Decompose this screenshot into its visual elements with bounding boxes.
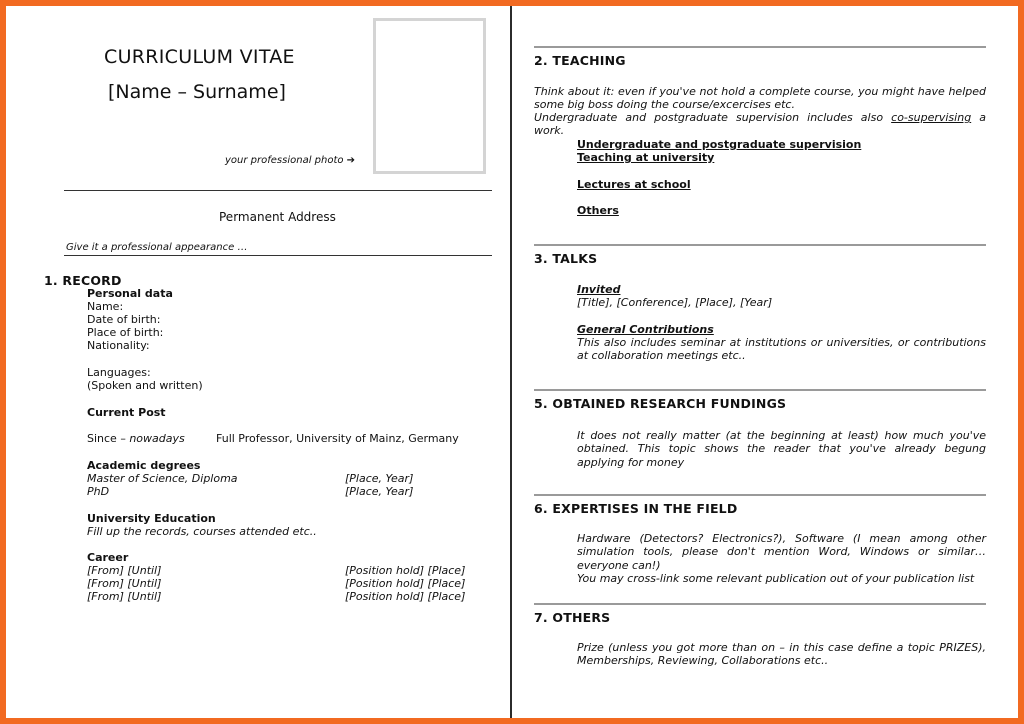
header-rule-top bbox=[64, 190, 492, 191]
left-page bbox=[6, 6, 510, 718]
document-frame bbox=[6, 6, 1018, 718]
university-education-heading: University Education bbox=[87, 512, 216, 525]
languages-note: (Spoken and written) bbox=[87, 379, 203, 392]
field-place-of-birth: Place of birth: bbox=[87, 326, 164, 339]
rule-teaching bbox=[534, 46, 986, 48]
rule-fundings bbox=[534, 389, 986, 391]
header-rule-bottom bbox=[64, 255, 492, 256]
fundings-text: It does not really matter (at the beginning at least) how much you've obtained. This topic shows the reader that you've already begung applying for money bbox=[577, 429, 986, 469]
field-date-of-birth: Date of birth: bbox=[87, 313, 161, 326]
degree-1: Master of Science, Diploma bbox=[87, 472, 238, 485]
personal-data-heading: Personal data bbox=[87, 287, 173, 300]
career-row-2-when: [From] [Until] bbox=[87, 577, 162, 590]
permanent-address: Permanent Address bbox=[219, 210, 336, 224]
current-post-since bbox=[87, 432, 185, 445]
photo-label: your professional photo ➔ bbox=[225, 155, 356, 166]
section-heading-expertises: 6. EXPERTISES IN THE FIELD bbox=[534, 501, 738, 516]
expertises-text-2: You may cross-link some relevant publication out of your publication list bbox=[577, 572, 975, 585]
expertises-text: Hardware (Detectors? Electronics?), Software (I mean among other simulation tools, please don't mention Word, Windows or similar…everyone can!) bbox=[577, 532, 986, 572]
cv-title: CURRICULUM VITAE bbox=[104, 46, 295, 68]
talks-general-detail: This also includes seminar at institutions or universities, or contributions at collaboration meetings etc.. bbox=[577, 336, 986, 363]
since-label: Since bbox=[87, 432, 117, 445]
rule-expertises bbox=[534, 494, 986, 496]
teaching-paragraph-2 bbox=[534, 111, 986, 138]
others-text: Prize (unless you got more than on – in this case define a topic PRIZES), Memberships, Reviewing, Collaborations etc.. bbox=[577, 641, 986, 668]
field-name: Name: bbox=[87, 300, 124, 313]
co-supervising-link: co-supervising bbox=[891, 111, 972, 124]
career-row-2-what: [Position hold] [Place] bbox=[345, 577, 466, 590]
career-row-1-what: [Position hold] [Place] bbox=[345, 564, 466, 577]
field-nationality: Nationality: bbox=[87, 339, 150, 352]
talks-general: General Contributions bbox=[577, 323, 714, 336]
current-post-position: Full Professor, University of Mainz, Germany bbox=[216, 432, 459, 445]
rule-others bbox=[534, 603, 986, 605]
teaching-paragraph-1: Think about it: even if you've not hold a complete course, you might have helped some big boss doing the course/excercises etc. bbox=[534, 85, 986, 112]
section-heading-talks: 3. TALKS bbox=[534, 251, 598, 266]
rule-talks bbox=[534, 244, 986, 246]
section-heading-teaching: 2. TEACHING bbox=[534, 53, 626, 68]
career-row-3-what: [Position hold] [Place] bbox=[345, 590, 466, 603]
section-heading-record: 1. RECORD bbox=[44, 273, 122, 288]
current-post-heading: Current Post bbox=[87, 406, 166, 419]
career-row-3-when: [From] [Until] bbox=[87, 590, 162, 603]
cv-name: [Name – Surname] bbox=[108, 81, 286, 103]
appearance-note: Give it a professional appearance … bbox=[66, 242, 248, 253]
teaching-para-2-text: Undergraduate and postgraduate supervision includes also bbox=[534, 111, 892, 124]
university-education-note: Fill up the records, courses attended etc.. bbox=[87, 525, 317, 538]
teaching-item-school: Lectures at school bbox=[577, 178, 691, 191]
photo-placeholder bbox=[373, 18, 486, 174]
talks-invited-detail: [Title], [Conference], [Place], [Year] bbox=[577, 296, 773, 309]
since-dash: – bbox=[116, 432, 130, 445]
career-row-1-when: [From] [Until] bbox=[87, 564, 162, 577]
section-heading-others: 7. OTHERS bbox=[534, 610, 611, 625]
teaching-item-university: Teaching at university bbox=[577, 151, 715, 164]
degree-1-place: [Place, Year] bbox=[345, 472, 414, 485]
section-heading-fundings: 5. OBTAINED RESEARCH FUNDINGS bbox=[534, 396, 787, 411]
career-heading: Career bbox=[87, 551, 129, 564]
degree-2: PhD bbox=[87, 485, 110, 498]
field-languages: Languages: bbox=[87, 366, 151, 379]
teaching-para-2-end: a work. bbox=[534, 111, 986, 138]
nowadays-label: nowadays bbox=[129, 432, 185, 445]
talks-invited: Invited bbox=[577, 283, 621, 296]
teaching-item-supervision: Undergraduate and postgraduate supervision bbox=[577, 138, 862, 151]
degree-2-place: [Place, Year] bbox=[345, 485, 414, 498]
academic-degrees-heading: Academic degrees bbox=[87, 459, 201, 472]
right-page bbox=[512, 6, 1018, 718]
teaching-item-others: Others bbox=[577, 204, 619, 217]
